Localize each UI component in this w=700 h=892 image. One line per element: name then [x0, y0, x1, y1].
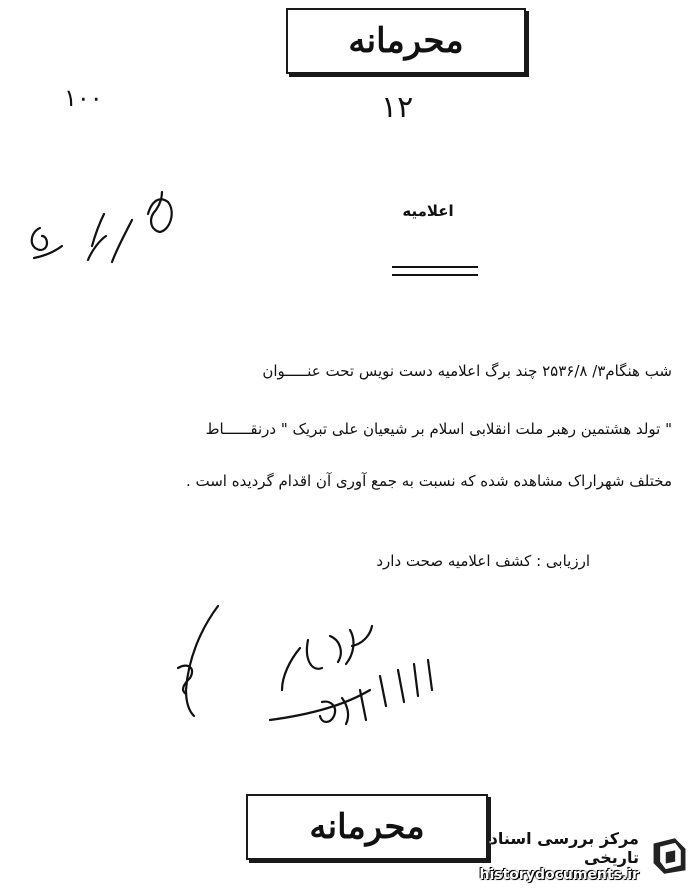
handwritten-signature-left — [178, 606, 218, 716]
body-line-2: " تولد هشتمین رهبر ملت انقلابی اسلام بر شیعیان علی تبریک " درنقــــــاط — [205, 420, 672, 438]
body-line-1: شب هنگام۳/ ۲۵۳۶/۸ چند برگ اعلامیه دست نویس تحت عنـــــوان — [262, 362, 672, 380]
archive-watermark — [442, 826, 692, 886]
document-title: اعلامیه — [402, 202, 454, 220]
archive-logo-icon — [647, 832, 692, 880]
watermark-text — [442, 829, 639, 883]
handwritten-signature-right — [270, 626, 432, 724]
document-number-left: ۱۰۰ — [64, 84, 103, 112]
body-line-3: مختلف شهراراک مشاهده شده که نسبت به جمع آوری آن اقدام گردیده است . — [185, 472, 672, 490]
classification-stamp-top: محرمانه — [286, 8, 526, 74]
evaluation-note: ارزیابی : کشف اعلامیه صحت دارد — [376, 552, 590, 570]
document-number-center: ۱۲ — [381, 90, 414, 125]
watermark-url: historydocuments.ir — [479, 867, 639, 883]
watermark-title: مرکز بررسی اسناد تاریخی — [489, 829, 639, 867]
handwritten-date — [32, 192, 172, 262]
classification-stamp-bottom: محرمانه — [246, 794, 488, 860]
